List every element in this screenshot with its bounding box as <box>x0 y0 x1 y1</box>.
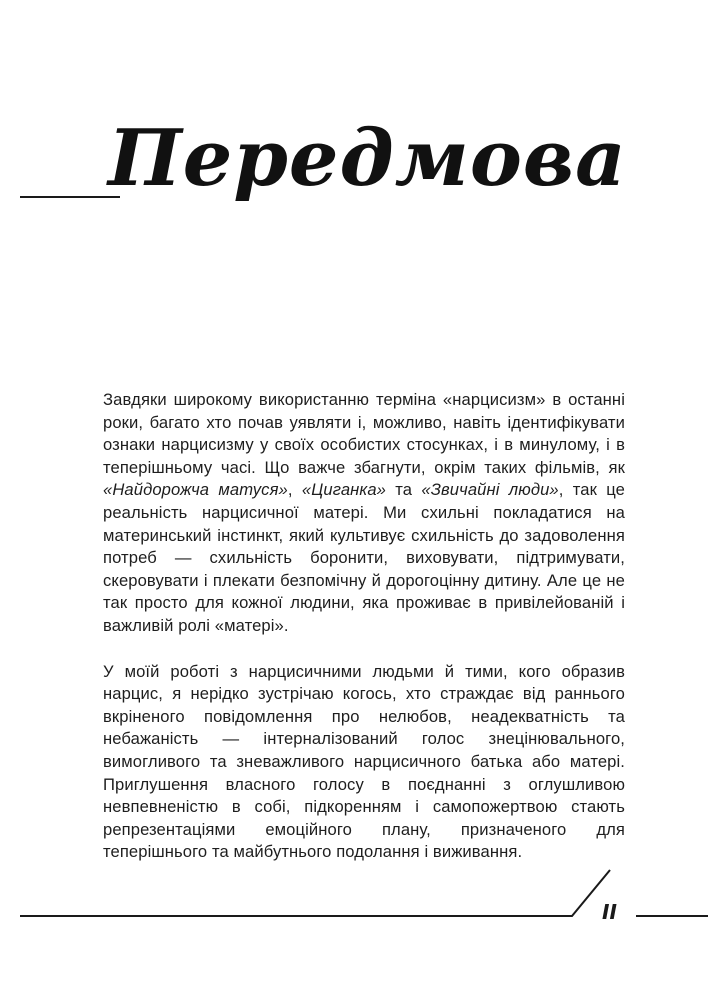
footer-rule-line <box>20 870 610 916</box>
page-number: II <box>602 900 617 924</box>
body-text <box>103 389 625 864</box>
separator-1: , <box>287 480 302 500</box>
film-title-1: «Найдорожча матуся» <box>103 480 288 500</box>
film-title-2: «Циганка» <box>301 480 386 500</box>
separator-2: та <box>385 480 422 500</box>
footer-rule <box>0 860 728 940</box>
title-rule <box>20 196 120 198</box>
paragraph-1-text-b: , так це реальність нарцисичної матері. Ми схильні покладатися на материнський інстинкт, який культивує схильність до задоволення потреб — схильність боронити, виховувати, підтримувати, скеровувати і плекати безпомічну й дорогоцінну дитину. Але це не так просто для кожної людини, яка проживає в привілейованій і важливій ролі «матері». <box>103 480 625 635</box>
page-title: Передмова <box>108 113 627 204</box>
film-title-3: «Звичайні люди» <box>421 480 559 500</box>
paragraph-1-text-a: Завдяки широкому використанню терміна «нарцисизм» в останні роки, багато хто почав уявляти і, можливо, навіть ідентифікувати ознаки нарцисизму у своїх особистих стосунках, і в минулому, і в теперішньому часі. Що важче збагнути, окрім таких фільмів, як <box>103 390 625 477</box>
paragraph-2: У моїй роботі з нарцисичними людьми й тими, кого образив нарцис, я нерідко зустрічаю когось, хто страждає від раннього вкріненого повідомлення про нелюбов, неадекватність та небажаність — інтерналізований голос знецінювального, вимогливого та зневажливого нарцисичного батька або матері. Приглушення власного голосу в поєднанні з оглушливою невпевненістю в собі, підкоренням і самопожертвою стають репрезентаціями емоційного плану, призначеного для теперішнього та майбутнього подолання і виживання. <box>103 661 625 862</box>
paragraph-1 <box>103 389 625 638</box>
